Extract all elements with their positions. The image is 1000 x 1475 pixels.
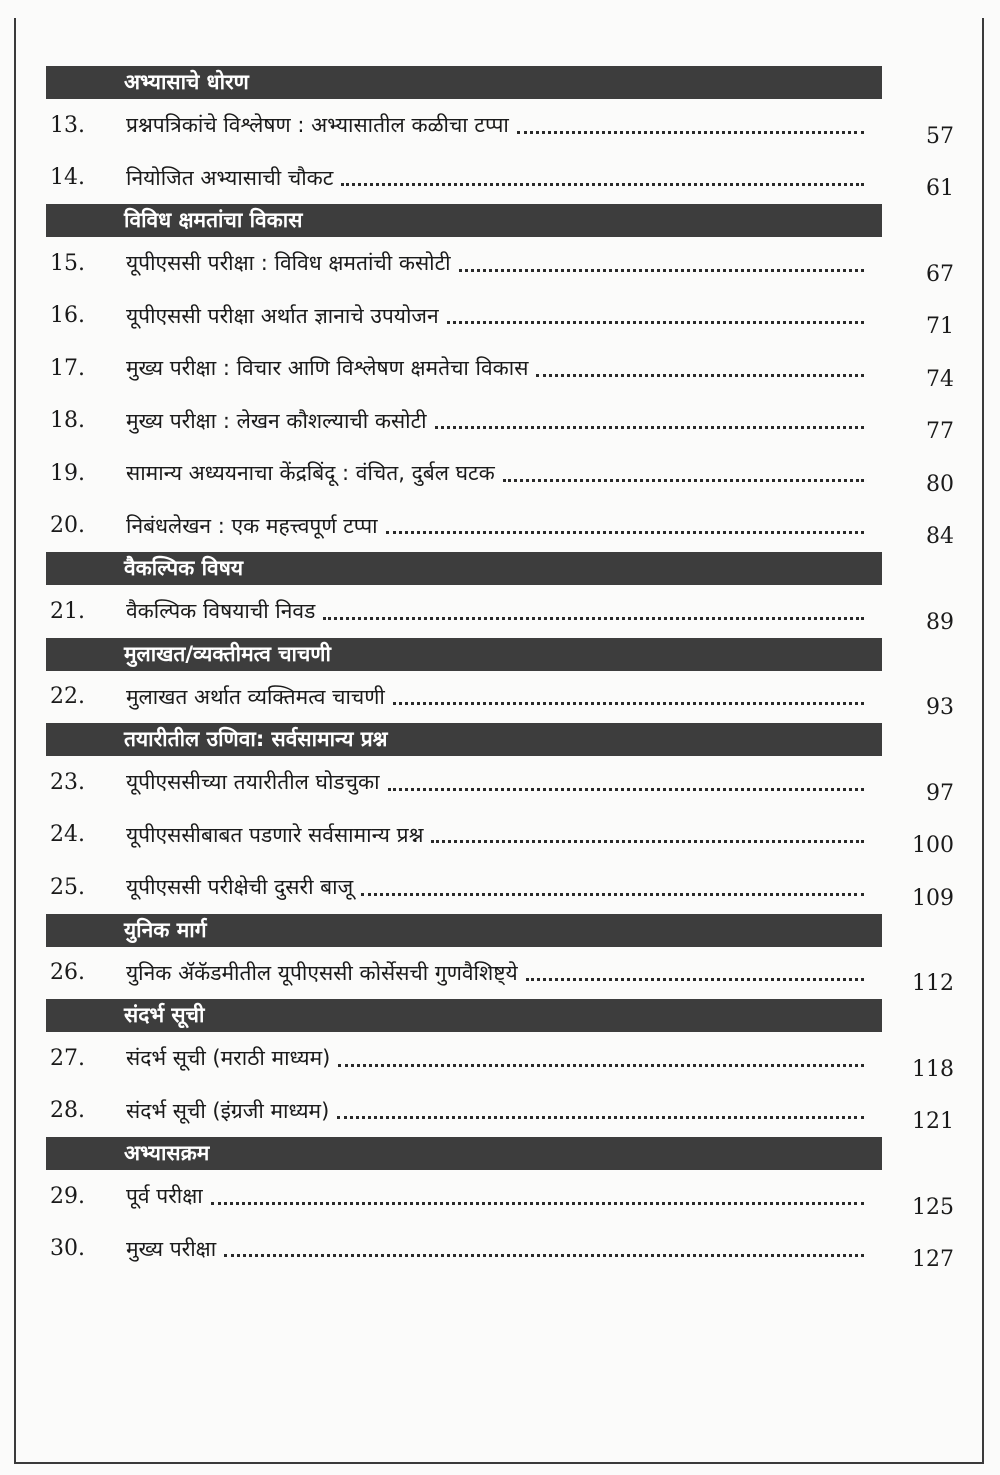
- entry-page-number: 71: [926, 314, 954, 340]
- entry-title: मुलाखत अर्थात व्यक्तिमत्व चाचणी: [126, 684, 385, 709]
- toc-entry[interactable]: [46, 152, 954, 205]
- entry-page-number: 74: [926, 366, 954, 392]
- section-heading: वैकल्पिक विषय: [46, 552, 882, 585]
- entry-title: प्रश्नपत्रिकांचे विश्लेषण : अभ्यासातील कळीचा टप्पा: [126, 113, 509, 138]
- entry-title: यूपीएससीच्या तयारीतील घोडचुका: [126, 770, 380, 795]
- section-heading: अभ्यासाचे धोरण: [46, 66, 882, 99]
- entry-number: 30.: [50, 1236, 85, 1262]
- toc-entry[interactable]: [46, 395, 954, 448]
- entry-number: 23.: [50, 769, 85, 795]
- dot-leader: [536, 374, 864, 377]
- toc-entry[interactable]: [46, 947, 954, 1000]
- entry-title: मुख्य परीक्षा: [126, 1236, 217, 1261]
- entry-number: 26.: [50, 960, 85, 986]
- entry-title: वैकल्पिक विषयाची निवड: [126, 599, 316, 624]
- toc-entry[interactable]: [46, 671, 954, 724]
- dot-leader: [435, 426, 864, 429]
- toc-entry[interactable]: [46, 756, 954, 809]
- toc-entry[interactable]: [46, 1170, 954, 1223]
- dot-leader: [361, 893, 864, 896]
- entry-number: 24.: [50, 822, 85, 848]
- entry-title: यूपीएससी परीक्षेची दुसरी बाजू: [126, 875, 354, 900]
- section-heading: अभ्यासक्रम: [46, 1137, 882, 1170]
- entry-page-number: 100: [912, 833, 954, 859]
- dot-leader: [459, 269, 864, 272]
- entry-page-number: 89: [926, 609, 954, 635]
- toc-entry[interactable]: [46, 342, 954, 395]
- entry-number: 29.: [50, 1183, 85, 1209]
- entry-title: संदर्भ सूची (इंग्रजी माध्यम): [126, 1098, 330, 1123]
- entry-page-number: 97: [926, 780, 954, 806]
- section-heading: विविध क्षमतांचा विकास: [46, 204, 882, 237]
- dot-leader: [386, 531, 864, 534]
- entry-number: 13.: [50, 112, 85, 138]
- entry-title: युनिक ॲकॅडमीतील यूपीएससी कोर्सेसची गुणवैशिष्ट्ये: [126, 960, 518, 985]
- dot-leader: [323, 617, 864, 620]
- entry-page-number: 112: [912, 971, 954, 997]
- entry-title: यूपीएससी परीक्षा अर्थात ज्ञानाचे उपयोजन: [126, 303, 439, 328]
- entry-page-number: 84: [926, 524, 954, 550]
- toc-entry[interactable]: [46, 1032, 954, 1085]
- toc-entry[interactable]: [46, 1085, 954, 1138]
- toc-entry[interactable]: [46, 500, 954, 553]
- section-heading: तयारीतील उणिवा: सर्वसामान्य प्रश्न: [46, 723, 882, 756]
- toc-entry[interactable]: [46, 1223, 954, 1276]
- entry-title: नियोजित अभ्यासाची चौकट: [126, 165, 334, 190]
- entry-title: सामान्य अध्ययनाचा केंद्रबिंदू : वंचित, दुर्बल घटक: [126, 461, 495, 486]
- entry-title: पूर्व परीक्षा: [126, 1184, 203, 1209]
- toc-entry[interactable]: [46, 861, 954, 914]
- table-of-contents: [46, 66, 954, 1275]
- dot-leader: [224, 1254, 864, 1257]
- toc-entry[interactable]: [46, 585, 954, 638]
- entry-number: 28.: [50, 1098, 85, 1124]
- dot-leader: [341, 183, 864, 186]
- dot-leader: [338, 1064, 864, 1067]
- dot-leader: [393, 702, 864, 705]
- dot-leader: [517, 131, 864, 134]
- entry-number: 21.: [50, 598, 85, 624]
- dot-leader: [337, 1116, 864, 1119]
- entry-number: 17.: [50, 355, 85, 381]
- toc-entry[interactable]: [46, 99, 954, 152]
- toc-entry[interactable]: [46, 447, 954, 500]
- entry-page-number: 57: [926, 123, 954, 149]
- entry-title: यूपीएससीबाबत पडणारे सर्वसामान्य प्रश्न: [126, 822, 424, 847]
- dot-leader: [211, 1202, 864, 1205]
- entry-page-number: 125: [912, 1194, 954, 1220]
- entry-page-number: 118: [912, 1056, 954, 1082]
- entry-number: 14.: [50, 165, 85, 191]
- toc-entry[interactable]: [46, 290, 954, 343]
- entry-page-number: 80: [926, 471, 954, 497]
- entry-number: 18.: [50, 408, 85, 434]
- entry-title: मुख्य परीक्षा : विचार आणि विश्लेषण क्षमतेचा विकास: [126, 356, 529, 381]
- entry-title: यूपीएससी परीक्षा : विविध क्षमतांची कसोटी: [126, 251, 451, 276]
- entry-title: मुख्य परीक्षा : लेखन कौशल्याची कसोटी: [126, 408, 427, 433]
- toc-entry[interactable]: [46, 237, 954, 290]
- entry-number: 27.: [50, 1045, 85, 1071]
- entry-title: संदर्भ सूची (मराठी माध्यम): [126, 1046, 331, 1071]
- entry-page-number: 127: [912, 1247, 954, 1273]
- entry-number: 19.: [50, 460, 85, 486]
- entry-number: 20.: [50, 513, 85, 539]
- section-heading: संदर्भ सूची: [46, 999, 882, 1032]
- section-heading: मुलाखत/व्यक्तीमत्व चाचणी: [46, 638, 882, 671]
- entry-number: 22.: [50, 684, 85, 710]
- entry-number: 25.: [50, 874, 85, 900]
- entry-page-number: 67: [926, 261, 954, 287]
- dot-leader: [503, 479, 864, 482]
- entry-page-number: 93: [926, 695, 954, 721]
- dot-leader: [388, 788, 864, 791]
- entry-page-number: 109: [912, 885, 954, 911]
- dot-leader: [447, 321, 864, 324]
- section-heading: युनिक मार्ग: [46, 914, 882, 947]
- entry-number: 15.: [50, 250, 85, 276]
- dot-leader: [431, 840, 864, 843]
- entry-page-number: 61: [926, 176, 954, 202]
- entry-page-number: 121: [912, 1109, 954, 1135]
- entry-number: 16.: [50, 303, 85, 329]
- toc-entry[interactable]: [46, 809, 954, 862]
- dot-leader: [526, 978, 864, 981]
- entry-title: निबंधलेखन : एक महत्त्वपूर्ण टप्पा: [126, 513, 378, 538]
- entry-page-number: 77: [926, 419, 954, 445]
